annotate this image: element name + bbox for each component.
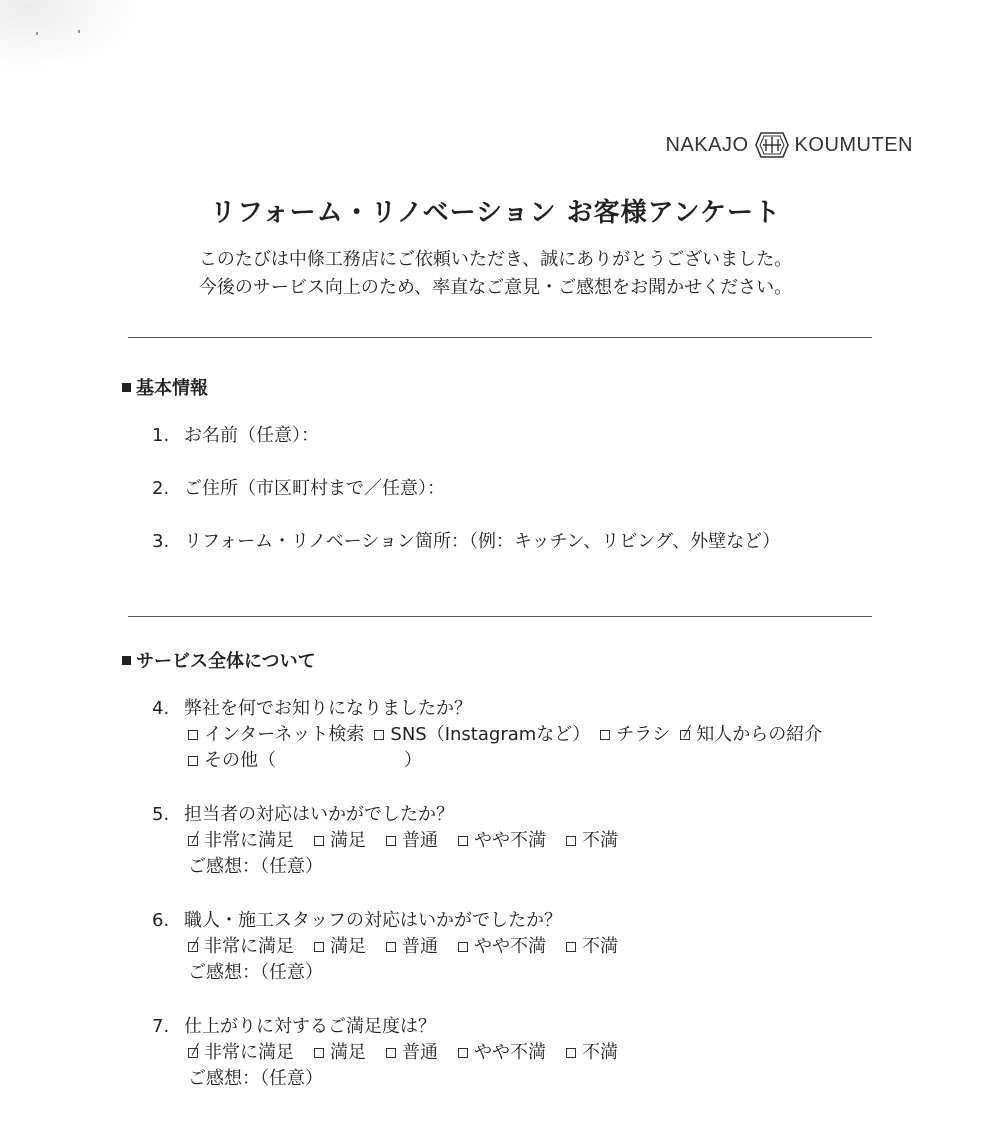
company-crest-icon [755, 132, 789, 158]
option-dissatisfied[interactable] [566, 932, 618, 958]
section-heading-label: サービス全体について [136, 651, 316, 672]
question-number: 4. [152, 698, 170, 719]
option-label: 満足 [330, 936, 366, 957]
options-q4-other [188, 746, 432, 772]
checkbox[interactable] [314, 836, 324, 846]
option-label: 知人からの紹介 [696, 724, 823, 745]
option-very-satisfied[interactable] [188, 932, 294, 958]
option-label: やや不満 [474, 1042, 546, 1063]
option-label: 不満 [582, 936, 618, 957]
option-flyer[interactable] [600, 720, 670, 746]
option-neutral[interactable] [386, 1038, 438, 1064]
question-2 [152, 474, 445, 500]
question-6 [152, 906, 562, 932]
checkbox[interactable] [566, 1048, 576, 1058]
option-other[interactable] [188, 746, 422, 772]
option-label: チラシ [616, 724, 671, 745]
checkbox[interactable] [374, 730, 384, 740]
question-number: 7. [152, 1016, 170, 1037]
option-label: インターネット検索 [204, 724, 365, 745]
options-q5 [188, 826, 628, 852]
checkbox[interactable] [188, 730, 198, 740]
option-label: やや不満 [474, 830, 546, 851]
checkbox-checked[interactable] [188, 942, 198, 952]
intro-line-2: 今後のサービス向上のため、率直なご意見・ご感想をお聞かせください。 [198, 277, 793, 298]
option-neutral[interactable] [386, 826, 438, 852]
logo-right-text: KOUMUTEN [794, 133, 913, 156]
option-label: 非常に満足 [204, 1042, 294, 1063]
question-number: 1. [152, 425, 170, 446]
options-q4 [188, 720, 832, 746]
section-heading-label: 基本情報 [136, 378, 208, 399]
scan-speck [78, 30, 80, 33]
question-number: 3. [152, 531, 170, 552]
question-text: リフォーム・リノベーション箇所：（例：キッチン、リビング、外壁など） [184, 531, 781, 552]
scan-shadow [0, 0, 140, 70]
question-text: 担当者の対応はいかがでしたか？ [184, 804, 454, 825]
checkbox[interactable] [314, 1048, 324, 1058]
square-bullet-icon [122, 656, 131, 665]
option-somewhat-dissatisfied[interactable] [458, 1038, 546, 1064]
checkbox-checked[interactable] [188, 836, 198, 846]
question-5 [152, 800, 454, 826]
checkbox[interactable] [458, 836, 468, 846]
checkbox[interactable] [314, 942, 324, 952]
checkbox[interactable] [600, 730, 610, 740]
option-very-satisfied[interactable] [188, 826, 294, 852]
question-text: 弊社を何でお知りになりましたか？ [184, 698, 472, 719]
option-referral[interactable] [680, 720, 822, 746]
option-label: 普通 [402, 936, 438, 957]
checkbox-checked[interactable] [188, 1048, 198, 1058]
options-q6 [188, 932, 628, 958]
option-label: 普通 [402, 830, 438, 851]
option-somewhat-dissatisfied[interactable] [458, 932, 546, 958]
question-number: 2. [152, 478, 170, 499]
checkbox[interactable] [566, 942, 576, 952]
option-label: 満足 [330, 1042, 366, 1063]
question-number: 5. [152, 804, 170, 825]
divider [128, 616, 872, 617]
option-satisfied[interactable] [314, 932, 366, 958]
company-logo [666, 132, 913, 158]
checkbox[interactable] [458, 942, 468, 952]
option-satisfied[interactable] [314, 1038, 366, 1064]
question-7 [152, 1012, 436, 1038]
option-neutral[interactable] [386, 932, 438, 958]
option-dissatisfied[interactable] [566, 1038, 618, 1064]
option-very-satisfied[interactable] [188, 1038, 294, 1064]
comment-q6: ご感想：（任意） [188, 962, 323, 983]
question-3 [152, 527, 780, 553]
option-label: その他（ [204, 750, 276, 771]
option-somewhat-dissatisfied[interactable] [458, 826, 546, 852]
checkbox[interactable] [458, 1048, 468, 1058]
checkbox[interactable] [566, 836, 576, 846]
option-label-close: ） [404, 750, 422, 771]
checkbox-checked[interactable] [680, 730, 690, 740]
section-heading-basic [122, 374, 208, 400]
intro-text [0, 246, 991, 302]
option-satisfied[interactable] [314, 826, 366, 852]
comment-q7: ご感想：（任意） [188, 1068, 323, 1089]
intro-line-1: このたびは中條工務店にご依頼いただき、誠にありがとうございました。 [198, 249, 793, 270]
scan-speck [36, 32, 38, 35]
square-bullet-icon [122, 383, 131, 392]
checkbox[interactable] [386, 836, 396, 846]
option-sns[interactable] [374, 720, 590, 746]
question-text: ご住所（市区町村まで／任意）： [184, 478, 445, 499]
question-4 [152, 694, 472, 720]
option-label: 不満 [582, 830, 618, 851]
option-label: 満足 [330, 830, 366, 851]
question-number: 6. [152, 910, 170, 931]
option-label: 非常に満足 [204, 830, 294, 851]
option-label: 非常に満足 [204, 936, 294, 957]
checkbox[interactable] [188, 756, 198, 766]
logo-left-text: NAKAJO [665, 133, 749, 156]
checkbox[interactable] [386, 1048, 396, 1058]
section-heading-service [122, 647, 316, 673]
question-text: 仕上がりに対するご満足度は？ [184, 1016, 436, 1037]
question-text: 職人・施工スタッフの対応はいかがでしたか？ [184, 910, 562, 931]
comment-q5: ご感想：（任意） [188, 856, 323, 877]
question-text: お名前（任意）： [184, 425, 319, 446]
checkbox[interactable] [386, 942, 396, 952]
option-label: 普通 [402, 1042, 438, 1063]
option-internet[interactable] [188, 720, 364, 746]
option-label: 不満 [582, 1042, 618, 1063]
survey-title: リフォーム・リノベーション お客様アンケート [209, 198, 782, 228]
option-label: SNS（Instagramなど） [390, 724, 591, 745]
divider [128, 337, 872, 338]
question-1 [152, 421, 319, 447]
option-dissatisfied[interactable] [566, 826, 618, 852]
option-label: やや不満 [474, 936, 546, 957]
options-q7 [188, 1038, 628, 1064]
